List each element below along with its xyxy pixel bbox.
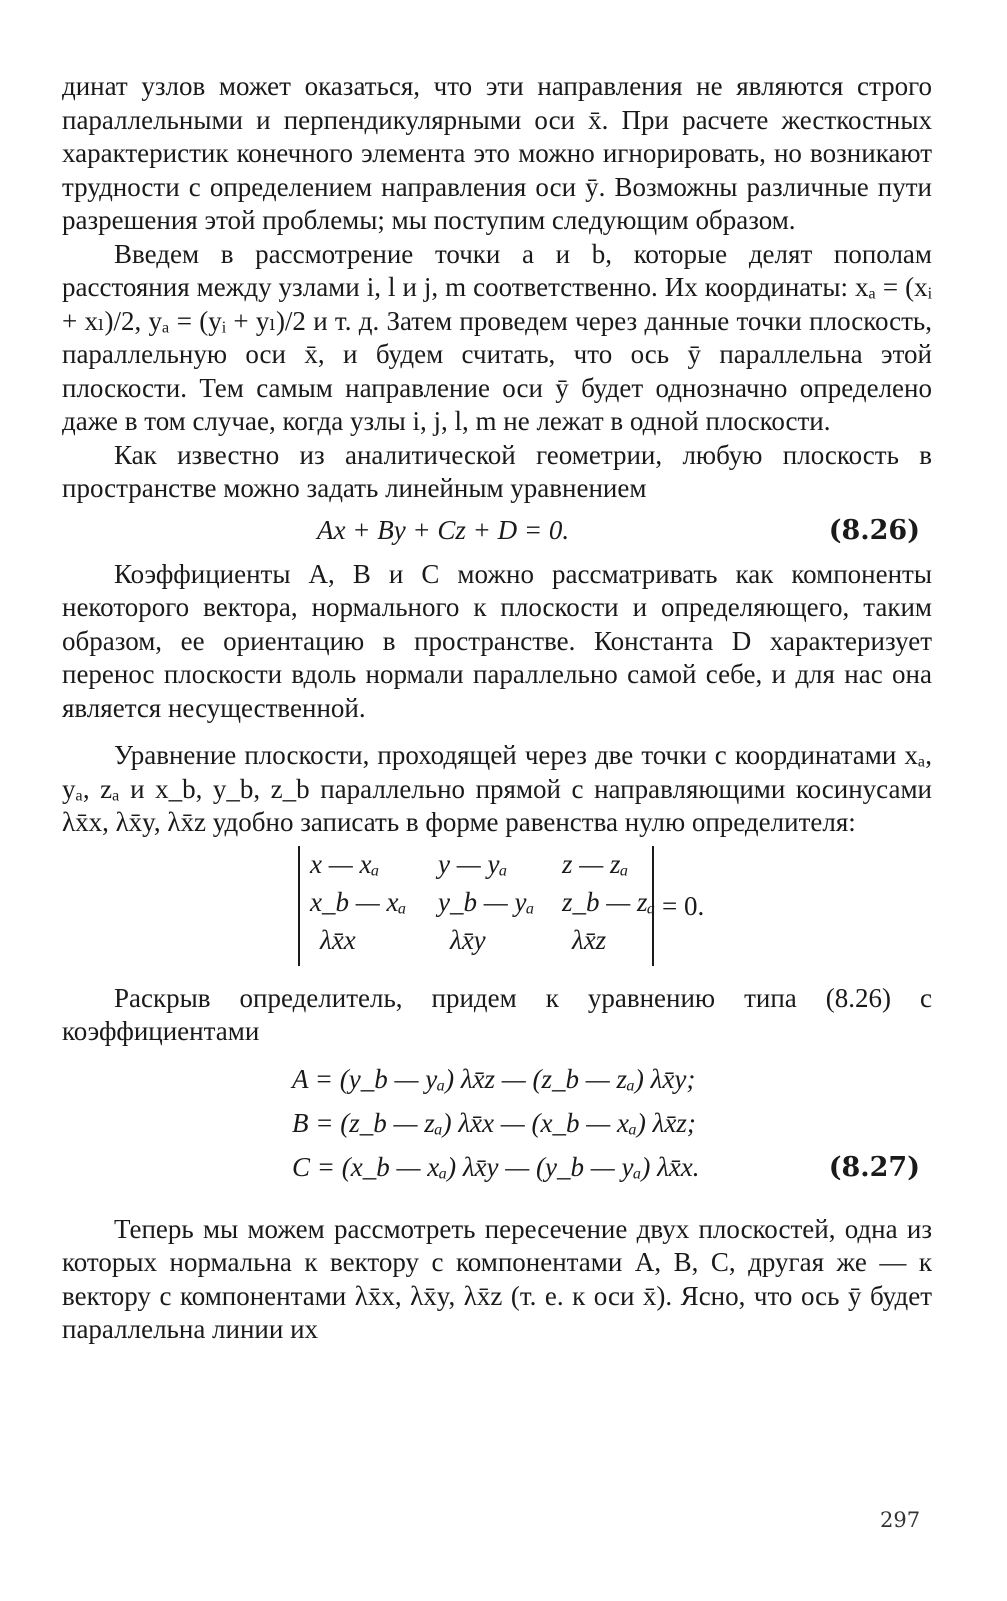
paragraph-4: Коэффициенты A, B и C можно рассматривать как компоненты некоторого вектора, нормального к плоскости и определяющего, таким образом, ее ориентацию в пространстве. Константа D характеризует перенос плоскости вдоль нормали параллельно самой себе, и для нас она является несущественной. [62,558,932,723]
equation-coef-a: A = (y_b — yₐ) λx̄z — (z_b — zₐ) λx̄y; [292,1063,696,1094]
equation-coef-b: B = (z_b — zₐ) λx̄x — (x_b — xₐ) λx̄z; [292,1107,696,1138]
det-cell-3-2: λx̄y [450,924,486,955]
equation-8-26 [62,512,932,552]
determinant-rhs: = 0. [662,890,705,921]
det-cell-1-3: z — zₐ [562,848,629,879]
det-cell-1-2: y — yₐ [438,848,508,879]
equation-8-26-number: (8.26) [828,514,920,546]
page-number: 297 [880,1508,921,1532]
paragraph-1: динат узлов может оказаться, что эти направления не являются строго параллельными и перпендикулярными оси x̄. При расчете жесткостных характеристик конечного элемента это можно игнорировать, но возникают трудности с определением направления оси ȳ. Возможны различные пути разрешения этой проблемы; мы поступим следующим образом. [62,71,932,235]
page-body [62,70,932,1347]
equation-coef-c: C = (x_b — xₐ) λx̄y — (y_b — yₐ) λx̄x. [292,1151,700,1182]
det-cell-3-1: λx̄x [320,924,356,955]
paragraph-3: Как известно из аналитической геометрии, любую плоскость в пространстве можно задать линейным уравнением [62,439,932,503]
equation-system-8-27 [62,1059,932,1195]
determinant [298,846,654,966]
determinant-equation [62,846,932,978]
paragraph-5: Уравнение плоскости, проходящей через две точки с координатами xₐ, yₐ, zₐ и x_b, y_b, z_b параллельно прямой с направляющими косинусами λx̄x, λx̄y, λx̄z удобно записать в форме равенства нулю определителя: [62,740,932,837]
equation-8-26-body: Ax + By + Cz + D = 0. [317,514,570,545]
det-cell-2-3: z_b — zₐ [562,886,656,917]
det-cell-2-1: x_b — xₐ [310,886,407,917]
paragraph-6: Раскрыв определитель, придем к уравнению типа (8.26) с коэффициентами [62,982,932,1046]
paragraph-2: Введем в рассмотрение точки a и b, которые делят пополам расстояния между узлами i, l и j, m соответственно. Их координаты: xₐ = (xᵢ + xₗ)/2, yₐ = (yᵢ + yₗ)/2 и т. д. Затем проведем через данные точки плоскость, параллельную оси x̄, и будем считать, что ось ȳ параллельна этой плоскости. Тем самым направление оси ȳ будет однозначно определено даже в том случае, когда узлы i, j, l, m не лежат в одной плоскости. [62,238,932,436]
det-cell-2-2: y_b — yₐ [438,886,535,917]
det-cell-3-3: λx̄z [572,924,607,955]
det-cell-1-1: x — xₐ [310,848,380,879]
equation-8-27-number: (8.27) [828,1151,920,1183]
paragraph-7: Теперь мы можем рассмотреть пересечение двух плоскостей, одна из которых нормальна к вектору с компонентами A, B, C, другая же — к вектору с компонентами λx̄x, λx̄y, λx̄z (т. е. к оси x̄). Ясно, что ось ȳ будет параллельна линии их [62,1213,932,1344]
